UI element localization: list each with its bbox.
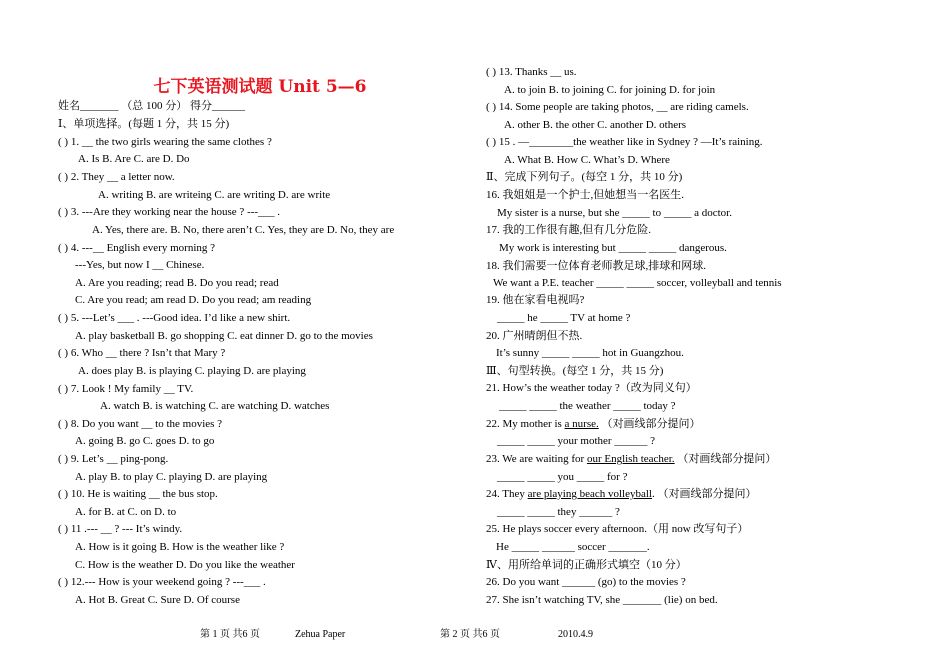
right-line-21: 22. My mother is a nurse. （对画线部分提问） — [486, 418, 701, 430]
right-line-16: 20. 广州晴朗但不热. — [486, 330, 583, 342]
left-line-1: 姓名_______ （总 100 分） 得分______ — [58, 100, 245, 112]
right-line-9: My sister is a nurse, but she _____ to _____ a doctor. — [497, 207, 732, 219]
right-line-8: 16. 我姐姐是一个护士,但她想当一名医生. — [486, 189, 684, 201]
footer-date: 2010.4.9 — [558, 629, 593, 640]
right-line-24: _____ _____ you _____ for ? — [497, 471, 628, 483]
footer-page-2: 第 2 页 共6 页 — [440, 629, 500, 640]
left-line-21: ( ) 9. Let’s __ ping-pong. — [58, 453, 169, 465]
right-line-15: _____ he _____ TV at home ? — [497, 312, 631, 324]
left-line-23: ( ) 10. He is waiting __ the bus stop. — [58, 488, 218, 500]
left-line-2: Ⅰ、单项选择。(每题 1 分，共 15 分) — [58, 118, 230, 130]
page-title: 七下英语测试题 Unit 5—6 — [153, 77, 367, 97]
left-line-11: A. Are you reading; read B. Do you read; read — [75, 277, 279, 289]
right-line-18: Ⅲ、句型转换。(每空 1 分，共 15 分) — [486, 365, 664, 377]
left-line-15: ( ) 6. Who __ there ? Isn’t that Mary ? — [58, 347, 226, 359]
left-line-26: A. How is it going B. How is the weather like ? — [75, 541, 285, 553]
left-line-9: ( ) 4. ---__ English every morning ? — [58, 242, 216, 254]
right-line-7: Ⅱ、完成下列句子。(每空 1 分，共 10 分) — [486, 171, 683, 183]
left-line-10: ---Yes, but now I __ Chinese. — [75, 259, 205, 271]
right-line-29: Ⅳ、用所给单词的正确形式填空（10 分） — [486, 559, 687, 571]
right-line-22: _____ _____ your mother ______ ? — [497, 435, 655, 447]
right-line-19: 21. How’s the weather today ?（改为同义句） — [486, 382, 697, 394]
right-line-23: 23. We are waiting for our English teacher. （对画线部分提问） — [486, 453, 777, 465]
left-line-22: A. play B. to play C. playing D. are playing — [75, 471, 268, 483]
left-line-7: ( ) 3. ---Are they working near the house ? ---___ . — [58, 206, 281, 218]
left-line-6: A. writing B. are writeing C. are writing D. are write — [98, 189, 331, 201]
left-line-24: A. for B. at C. on D. to — [75, 506, 177, 518]
left-line-29: A. Hot B. Great C. Sure D. Of course — [75, 594, 240, 606]
right-line-4: A. other B. the other C. another D. others — [504, 119, 687, 131]
left-line-20: A. going B. go C. goes D. to go — [75, 435, 215, 447]
right-line-20: _____ _____ the weather _____ today ? — [499, 400, 676, 412]
left-line-5: ( ) 2. They __ a letter now. — [58, 171, 175, 183]
left-line-28: ( ) 12.--- How is your weekend going ? ---___ . — [58, 576, 266, 588]
right-line-11: My work is interesting but _____ _____ dangerous. — [499, 242, 727, 254]
left-line-4: A. Is B. Are C. are D. Do — [78, 153, 190, 165]
right-line-30: 26. Do you want ______ (go) to the movies ? — [486, 576, 686, 588]
left-line-12: C. Are you read; am read D. Do you read; am reading — [75, 294, 312, 306]
left-line-19: ( ) 8. Do you want __ to the movies ? — [58, 418, 223, 430]
right-line-3: ( ) 14. Some people are taking photos, __ are riding camels. — [486, 101, 749, 113]
right-line-6: A. What B. How C. What’s D. Where — [504, 154, 670, 166]
right-line-1: ( ) 13. Thanks __ us. — [486, 66, 577, 78]
right-line-2: A. to join B. to joining C. for joining D. for join — [504, 84, 716, 96]
left-line-25: ( ) 11 .--- __ ? --- It’s windy. — [58, 523, 183, 535]
right-line-31: 27. She isn’t watching TV, she _______ (lie) on bed. — [486, 594, 718, 606]
footer-page-1: 第 1 页 共6 页 — [200, 629, 260, 640]
left-line-14: A. play basketball B. go shopping C. eat dinner D. go to the movies — [75, 330, 373, 342]
right-line-13: We want a P.E. teacher _____ _____ soccer, volleyball and tennis — [493, 277, 782, 289]
left-line-17: ( ) 7. Look ! My family __ TV. — [58, 383, 194, 395]
left-line-16: A. does play B. is playing C. playing D. are playing — [78, 365, 306, 377]
right-line-5: ( ) 15 . —________the weather like in Sydney ? —It’s raining. — [486, 136, 763, 148]
right-line-17: It’s sunny _____ _____ hot in Guangzhou. — [496, 347, 684, 359]
right-line-27: 25. He plays soccer every afternoon.（用 now 改写句子） — [486, 523, 749, 535]
right-line-10: 17. 我的工作很有趣,但有几分危险. — [486, 224, 651, 236]
left-line-8: A. Yes, there are. B. No, there aren’t C. Yes, they are D. No, they are — [92, 224, 395, 236]
right-line-25: 24. They are playing beach volleyball. （对画线部分提问） — [486, 488, 757, 500]
left-line-18: A. watch B. is watching C. are watching D. watches — [100, 400, 330, 412]
left-line-27: C. How is the weather D. Do you like the weather — [75, 559, 295, 571]
right-line-26: _____ _____ they ______ ? — [497, 506, 620, 518]
left-line-13: ( ) 5. ---Let’s ___ . ---Good idea. I’d like a new shirt. — [58, 312, 291, 324]
footer-brand: Zehua Paper — [295, 629, 346, 640]
right-line-28: He _____ ______ soccer _______. — [496, 541, 650, 553]
right-line-14: 19. 他在家看电视吗? — [486, 294, 585, 306]
left-line-3: ( ) 1. __ the two girls wearing the same clothes ? — [58, 136, 272, 148]
right-line-12: 18. 我们需要一位体育老师教足球,排球和网球. — [486, 260, 706, 272]
